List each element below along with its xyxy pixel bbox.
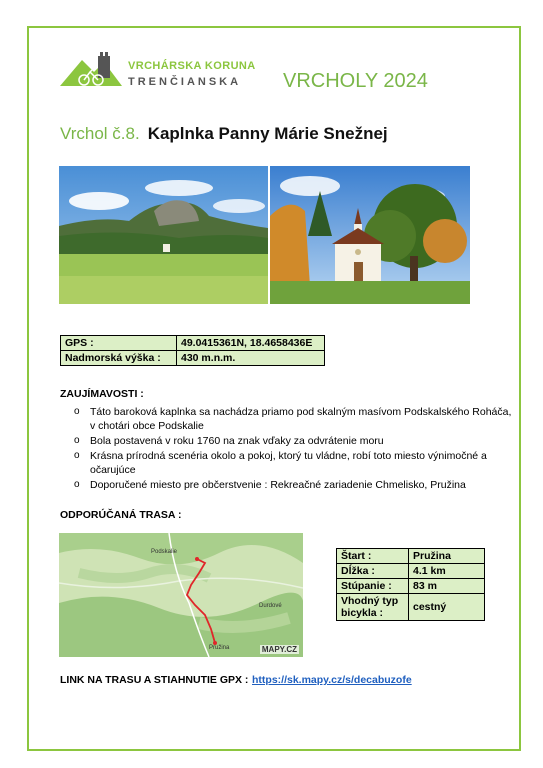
length-row [337,564,485,579]
gps-row [61,336,325,351]
info-table [60,335,325,366]
bike-label: Vhodný typ bicykla : [337,594,409,621]
start-value: Pružina [409,549,485,564]
climb-row [337,579,485,594]
attractions-heading: ZAUJÍMAVOSTI : [60,388,144,400]
map-place-label: Durdové [259,603,282,609]
bike-row [337,594,485,621]
peak-title [60,124,388,144]
peak-number: Vrchol č.8. [60,124,140,143]
list-item: o Krásna prírodná scenéria okolo a pokoj, ktorý tu vládne, robí toto miesto výnimočné a očarujúce [72,449,512,477]
list-item: o Bola postavená v roku 1760 na znak vďaky za odvrátenie moru [72,434,512,448]
altitude-label: Nadmorská výška : [61,351,177,366]
climb-value: 83 m [409,579,485,594]
map-place-label: Podskalie [151,549,178,555]
length-value: 4.1 km [409,564,485,579]
gps-value: 49.0415361N, 18.4658436E [177,336,325,351]
route-heading: ODPORÚČANÁ TRASA : [60,509,182,521]
altitude-value: 430 m.n.m. [177,351,325,366]
logo-title: VRCHÁRSKA KORUNA [128,60,256,72]
landscape-photo [59,166,268,304]
climb-label: Stúpanie : [337,579,409,594]
year-title: VRCHOLY 2024 [283,70,428,92]
route-map [59,533,303,657]
gpx-label: LINK NA TRASU A STIAHNUTIE GPX : [60,674,249,686]
gps-label: GPS : [61,336,177,351]
length-label: Dĺžka : [337,564,409,579]
list-item: o Doporučené miesto pre občerstvenie : Rekreačné zariadenie Chmelisko, Pružina [72,478,512,492]
peak-name: Kaplnka Panny Márie Snežnej [147,124,388,143]
map-place-label: Pružina [209,645,230,651]
logo-subtitle: TRENČIANSKA [128,76,242,88]
start-row [337,549,485,564]
chapel-photo [270,166,470,304]
gpx-link[interactable]: https://sk.mapy.cz/s/decabuzofe [252,674,412,686]
map-image [59,533,303,657]
altitude-row [61,351,325,366]
map-watermark: MAPY.CZ [261,645,297,654]
list-item: o Táto baroková kaplnka sa nachádza priamo pod skalným masívom Podskalského Roháča, v chotári obce Podskalie [72,405,512,433]
attractions-list [72,405,512,493]
start-label: Štart : [337,549,409,564]
route-table [336,548,485,621]
bike-value: cestný [409,594,485,621]
